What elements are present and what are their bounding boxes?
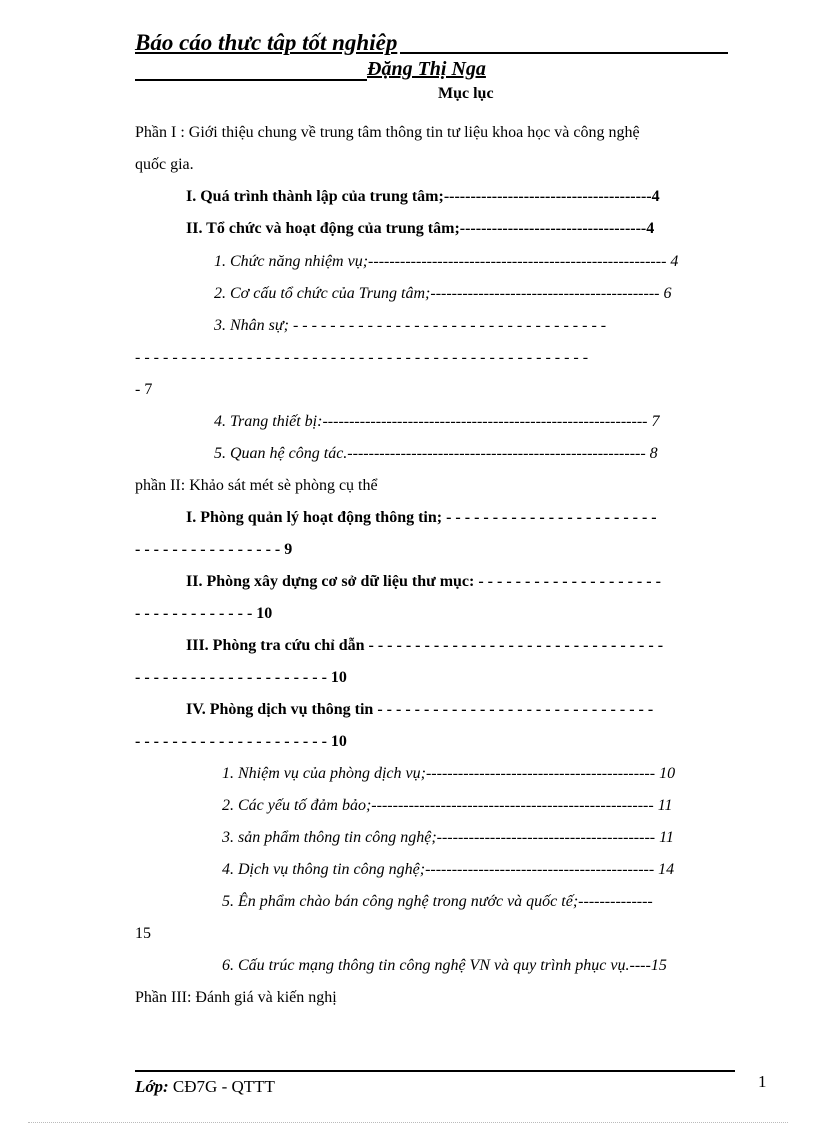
toc-item: II. Tổ chức và hoạt động của trung tâm;-----------------------------------4	[186, 220, 655, 237]
toc-leader-page: - - - - - - - - - - - - - - - - - - - - - 10	[135, 733, 347, 750]
toc-subitem: 1. Chức năng nhiệm vụ;-------------------------------------------------------- 4	[214, 253, 679, 270]
toc-item: III. Phòng tra cứu chỉ dẫn - - - - - - - - - - - - - - - - - - - - - - - - - - - - - - - -	[186, 637, 664, 654]
toc-subitem: 4. Trang thiết bị:------------------------------------------------------------- 7	[214, 413, 660, 430]
author-name: Đặng Thị Nga	[367, 58, 486, 80]
toc-subitem: 3. sản phẩm thông tin công nghệ;----------------------------------------- 11	[222, 829, 674, 846]
toc-subitem: 3. Nhân sự; - - - - - - - - - - - - - - - - - - - - - - - - - - - - - - - - - -	[214, 317, 607, 334]
toc-heading: Mục lục	[438, 85, 494, 102]
report-title: Báo cáo thưc tâp tốt nghiêp	[135, 30, 398, 55]
toc-subitem: 6. Cấu trúc mạng thông tin công nghệ VN và quy trình phục vụ.----15	[222, 957, 667, 974]
toc-leader-page: - 7	[135, 381, 153, 398]
footer-rule	[135, 1070, 735, 1072]
page-number: 1	[758, 1072, 767, 1091]
header-rule	[400, 52, 728, 54]
footer-class: CĐ7G - QTTT	[172, 1077, 275, 1096]
toc-leader-page: - - - - - - - - - - - - - - - - 9	[135, 541, 293, 558]
toc-subitem: 5. Ên phẩm chào bán công nghệ trong nước và quốc tế;--------------	[222, 893, 653, 910]
toc-leader-page: - - - - - - - - - - - - - - - - - - - - - 10	[135, 669, 347, 686]
toc-leader: - - - - - - - - - - - - - - - - - - - - - - - - - - - - - - - - - - - - - - - - - - - - - - - - -	[135, 349, 589, 366]
toc-leader-page: 15	[135, 925, 151, 942]
toc-part-3: Phần III: Đánh giá và kiến nghị	[135, 989, 337, 1006]
footer-label: Lớp:	[135, 1077, 169, 1096]
toc-part-2: phần II: Khảo sát mét sè phòng cụ thể	[135, 477, 378, 494]
toc-subitem: 2. Các yếu tố đảm bảo;----------------------------------------------------- 11	[222, 797, 673, 814]
header-rule-2	[135, 79, 367, 81]
toc-item: IV. Phòng dịch vụ thông tin - - - - - - - - - - - - - - - - - - - - - - - - - - - - - -	[186, 701, 654, 718]
toc-subitem: 5. Quan hệ công tác.-------------------------------------------------------- 8	[214, 445, 658, 462]
toc-part-1: Phần I : Giới thiệu chung về trung tâm thông tin tư liệu khoa học và công nghệ	[135, 124, 640, 141]
footer	[135, 1077, 275, 1097]
toc-item: I. Quá trình thành lập của trung tâm;---------------------------------------4	[186, 188, 660, 205]
toc-part-1-cont: quốc gia.	[135, 156, 194, 173]
toc-item: II. Phòng xây dựng cơ sở dữ liệu thư mục: - - - - - - - - - - - - - - - - - - - -	[186, 573, 661, 590]
toc-leader-page: - - - - - - - - - - - - - 10	[135, 605, 273, 622]
toc-item: I. Phòng quản lý hoạt động thông tin; - - - - - - - - - - - - - - - - - - - - - - -	[186, 509, 657, 526]
toc-subitem: 1. Nhiệm vụ của phòng dịch vụ;------------------------------------------- 10	[222, 765, 676, 782]
toc-subitem: 4. Dịch vụ thông tin công nghệ;------------------------------------------- 14	[222, 861, 675, 878]
toc-subitem: 2. Cơ cấu tổ chức của Trung tâm;------------------------------------------- 6	[214, 285, 672, 302]
